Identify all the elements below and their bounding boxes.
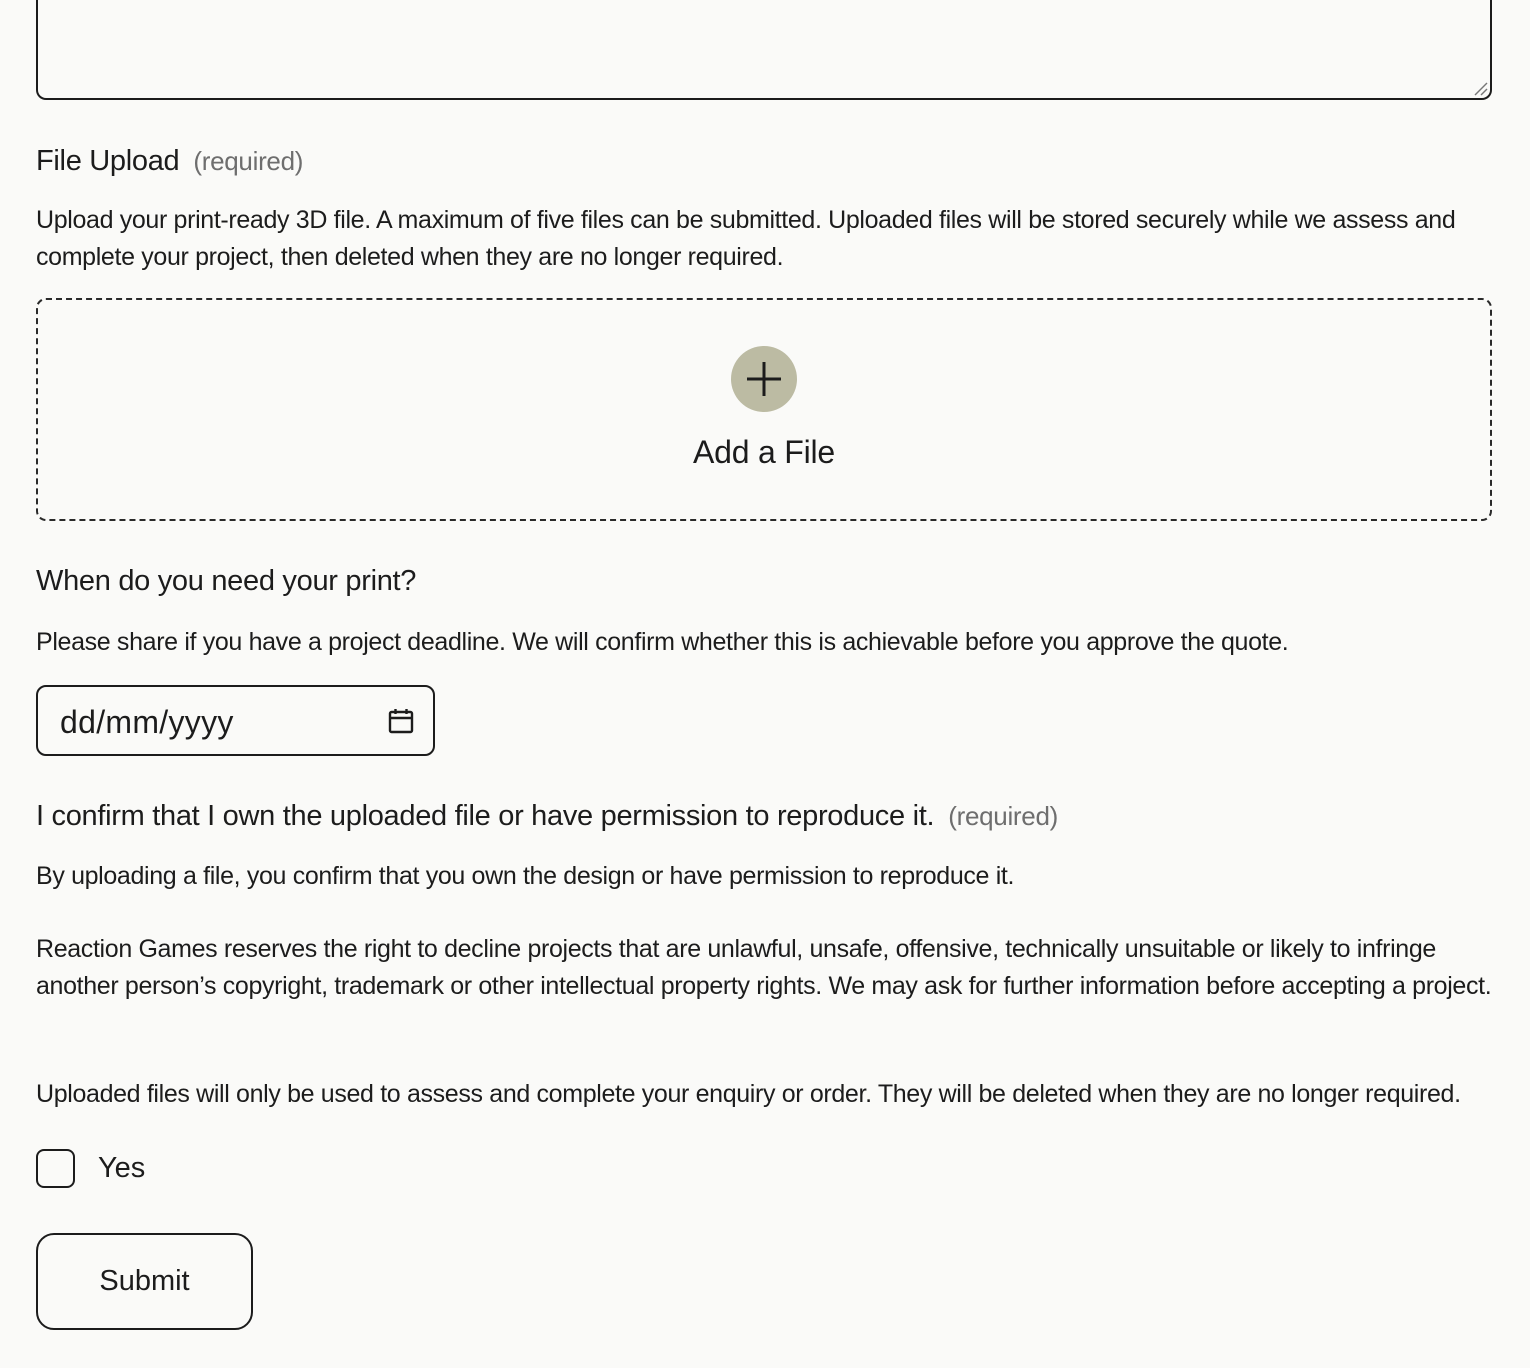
file-upload-title: File Upload [36, 145, 180, 177]
date-placeholder: dd/mm/yyyy [60, 704, 234, 740]
file-upload-label [36, 143, 303, 179]
submit-button[interactable]: Submit [36, 1233, 253, 1330]
deadline-description: Please share if you have a project deadline. We will confirm whether this is achievable before you approve the quote. [36, 628, 1289, 656]
confirm-label [36, 798, 1058, 834]
confirm-required-tag: (required) [948, 801, 1058, 831]
calendar-icon[interactable] [387, 707, 415, 735]
resize-handle-icon[interactable] [1472, 80, 1488, 96]
confirm-checkbox[interactable] [36, 1149, 75, 1188]
add-file-button[interactable] [731, 346, 797, 412]
confirm-title: I confirm that I own the uploaded file or have permission to reproduce it. [36, 800, 935, 832]
deadline-label: When do you need your print? [36, 565, 417, 597]
plus-icon [731, 346, 797, 412]
add-file-label[interactable]: Add a File [692, 434, 836, 470]
file-upload-description: Upload your print-ready 3D file. A maximum of five files can be submitted. Uploaded files will be stored securely while we assess and complete your project, then deleted when they are no longer required. [36, 206, 1456, 271]
confirm-paragraph-1: By uploading a file, you confirm that you own the design or have permission to reproduce it. [36, 862, 1015, 890]
file-upload-required-tag: (required) [193, 146, 304, 176]
confirm-checkbox-label[interactable]: Yes [98, 1152, 146, 1184]
message-textarea[interactable] [36, 0, 1492, 100]
confirm-paragraph-2: Reaction Games reserves the right to decline projects that are unlawful, unsafe, offensive, technically unsuitable or likely to infringe another person’s copyright, trademark or other intellectual property rights. We may ask for further information before accepting a project. [36, 935, 1492, 1000]
file-dropzone[interactable] [36, 298, 1492, 521]
deadline-date-input[interactable] [36, 685, 435, 756]
confirm-paragraph-3: Uploaded files will only be used to assess and complete your enquiry or order. They will be deleted when they are no longer required. [36, 1080, 1461, 1108]
